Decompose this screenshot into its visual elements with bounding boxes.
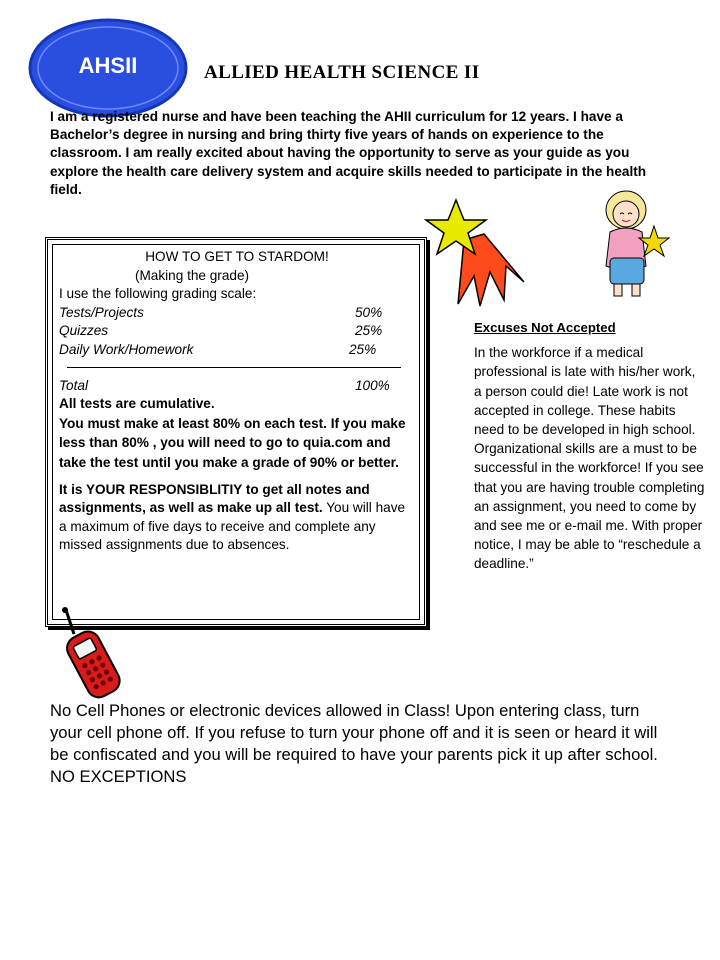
grading-subheading: (Making the grade) bbox=[134, 267, 250, 283]
responsibility-note: It is YOUR RESPONSIBLITIY to get all notes and assignments, as well as make up all test. bbox=[59, 481, 370, 516]
badge-label: AHSII bbox=[78, 53, 138, 78]
makeup-note: You will have a maximum of five days to receive and complete any missed assignments due to absences. bbox=[59, 500, 406, 553]
grading-row-label: Quizzes bbox=[59, 323, 109, 339]
grading-total-label: Total bbox=[59, 377, 88, 393]
grading-row-label: Tests/Projects bbox=[59, 304, 144, 320]
excuses-title: Excuses Not Accepted bbox=[474, 320, 616, 335]
grading-total-value: 100% bbox=[355, 377, 390, 393]
grading-row-label: Daily Work/Homework bbox=[59, 341, 194, 357]
grading-row-value: 50% bbox=[355, 304, 383, 320]
excuses-section bbox=[474, 318, 706, 574]
grading-row-value: 25% bbox=[349, 341, 377, 357]
grading-total-row bbox=[59, 377, 415, 396]
cell-phone-icon bbox=[52, 606, 132, 702]
shooting-star-icon bbox=[424, 196, 532, 308]
girl-holding-star-icon bbox=[596, 188, 670, 300]
grading-row bbox=[59, 304, 415, 323]
cell-phone-policy: No Cell Phones or electronic devices allowed in Class! Upon entering class, turn your cell phone off. If you refuse to turn your phone off and it is seen or heard it will be confiscated and you will be required to have your parents pick it up after school. NO EXCEPTIONS bbox=[50, 701, 658, 786]
divider bbox=[67, 367, 401, 368]
intro-paragraph: I am a registered nurse and have been teaching the AHII curriculum for 12 years. I have a Bachelor’s degree in nursing and bring thirty five years of hands on experience to the classroom. I am really excited about having the opportunity to serve as your guide as you explore the health care delivery system and acquire skills needed to participate in the health field. bbox=[50, 109, 647, 197]
grading-row bbox=[59, 341, 415, 360]
excuses-text: In the workforce if a medical professional is late with his/her work, a person could die! Late work is not accepted in college. These habits need to be developed in high school. Organizational skills are a must to be successful in the workforce! If you see that you are having trouble completing an assignment, you need to come by and see me or e-mail me. With proper notice, I may be able to “reschedule a deadline.” bbox=[474, 345, 705, 572]
page-title: ALLIED HEALTH SCIENCE II bbox=[204, 62, 480, 83]
grading-row bbox=[59, 322, 415, 341]
grading-scale-intro: I use the following grading scale: bbox=[59, 286, 257, 302]
grading-row-value: 25% bbox=[355, 323, 383, 339]
grading-content bbox=[59, 248, 415, 555]
minimum-score-note: You must make at least 80% on each test. If you make less than 80% , you will need to go to quia.com and take the test until you make a grade of 90% or better. bbox=[59, 415, 406, 470]
grading-heading: HOW TO GET TO STARDOM! bbox=[145, 249, 329, 264]
cumulative-note: All tests are cumulative. bbox=[59, 396, 215, 412]
